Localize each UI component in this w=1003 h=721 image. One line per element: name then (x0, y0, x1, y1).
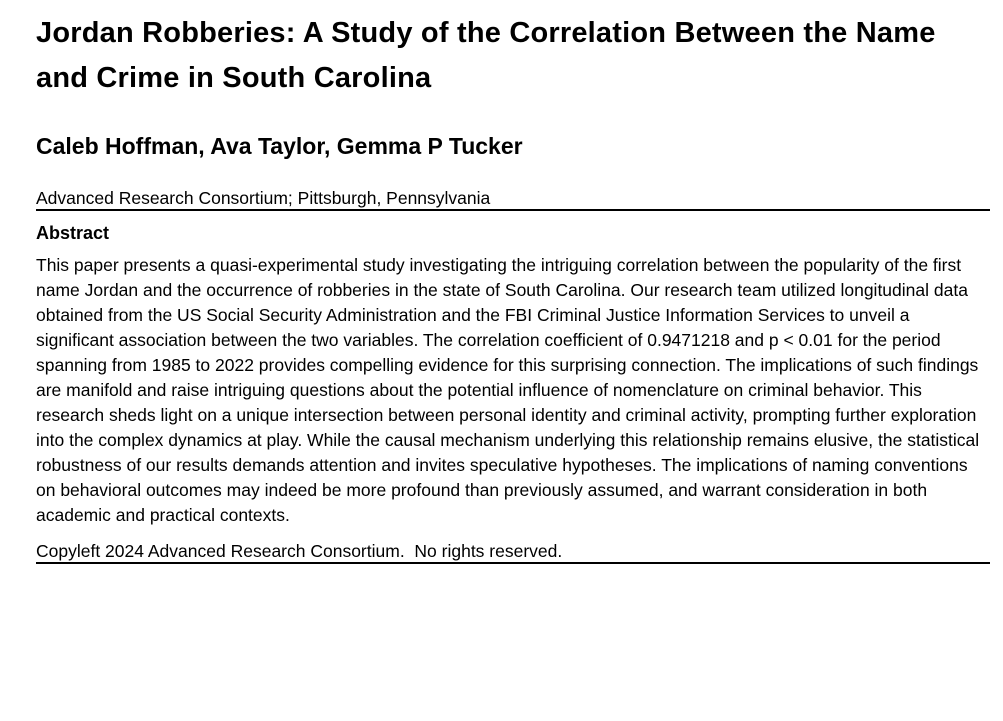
paper-content (36, 11, 990, 564)
divider-top-rule (36, 209, 990, 211)
abstract-body: This paper presents a quasi-experimental study investigating the intriguing correlation between the popularity of the first name Jordan and the occurrence of robberies in the state of South Carolina. Our research team utilized longitudinal data obtained from the US Social Security Administration and the FBI Criminal Justice Information Services to unveil a significant association between the two variables. The correlation coefficient of 0.9471218 and p < 0.01 for the period spanning from 1985 to 2022 provides compelling evidence for this surprising connection. The implications of such findings are manifold and raise intriguing questions about the potential influence of nomenclature on criminal behavior. This research sheds light on a unique intersection between personal identity and criminal activity, prompting further exploration into the complex dynamics at play. While the causal mechanism underlying this relationship remains elusive, the statistical robustness of our results demands attention and invites speculative hypotheses. The implications of naming conventions on behavioral outcomes may indeed be more profound than previously assumed, and warrant consideration in both academic and practical contexts. (36, 255, 980, 525)
divider-bottom-rule (36, 562, 990, 564)
copyright-line: Copyleft 2024 Advanced Research Consortium. No rights reserved. (36, 541, 563, 561)
abstract-heading: Abstract (36, 223, 110, 243)
paper-title: Jordan Robberies: A Study of the Correlation Between the Name and Crime in South Carolina (36, 17, 936, 94)
paper-affiliation: Advanced Research Consortium; Pittsburgh, Pennsylvania (36, 188, 491, 208)
paper-authors: Caleb Hoffman, Ava Taylor, Gemma P Tucker (36, 133, 523, 159)
